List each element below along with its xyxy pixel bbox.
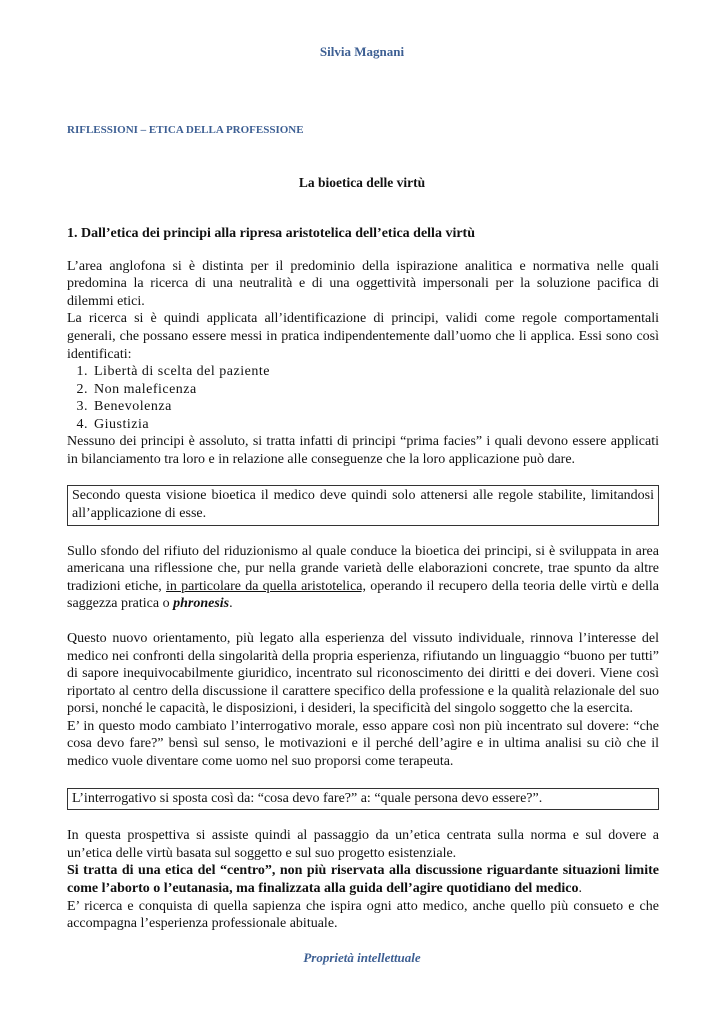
paragraph-virtue-text-1: Sullo sfondo del rifiuto del riduzionismo al quale conduce la bioetica dei principi, si è sviluppata in area americana una riflessione che, pur nella grande varietà delle elaborazioni concrete, trae spunto da altre tradizioni etiche, (67, 543, 659, 594)
paragraph-center-ethics (67, 862, 659, 897)
paragraph-virtue-end: . (229, 596, 233, 612)
principle-item: 1. Libertà di scelta del paziente (92, 363, 659, 381)
paragraph-virtue-text-2: operando il recupero della teoria delle virtù e della saggezza pratica o (67, 578, 660, 612)
spacer (67, 613, 659, 630)
bold-statement-end: . (578, 881, 582, 897)
section-label: RIFLESSIONI – ETICA DELLA PROFESSIONE (67, 124, 304, 136)
paragraph-virtue-theory (67, 543, 659, 613)
principle-item: 3. Benevolenza (92, 398, 659, 416)
phronesis-term: phronesis (173, 596, 230, 612)
principle-item: 2. Non maleficenza (92, 381, 659, 399)
bold-statement: Si tratta di una etica del “centro”, non più riservata alla discussione riguardante situazioni limite come l’aborto o l’eutanasia, ma finalizzata alla guida dell’agire quotidiano del medico (67, 863, 659, 897)
paragraph-moral-question: E’ in questo modo cambiato l’interrogativo morale, esso appare così non più incentrato sul dovere: “che cosa devo fare?” bensì sul senso, le motivazioni e il perché dell’agire e in ultima analisi su ciò che il medico vuole diventare come uomo nel suo proporsi come terapeuta. (67, 718, 659, 770)
document-title: La bioetica delle virtù (298, 175, 426, 190)
spacer (67, 526, 659, 543)
spacer (67, 468, 659, 485)
paragraph-wisdom: E’ ricerca e conquista di quella sapienza che ispira ogni atto medico, anche quello più consueto e che accompagna l’esperienza professionale abituale. (67, 898, 659, 932)
paragraph-prima-facies: Nessuno dei principi è assoluto, si tratta infatti di principi “prima facies” i quali devono essere applicati in bilanciamento tra loro e in relazione alle conseguenze che la loro applicazione può dare. (67, 434, 659, 467)
author-name: Silvia Magnani (319, 44, 405, 59)
boxed-note-rules: Secondo questa visione bioetica il medico deve quindi solo attenersi alle regole stabilite, limitandosi all’applicazione di esse. (67, 485, 659, 525)
principle-item: 4. Giustizia (92, 416, 659, 434)
footer-note: Proprietà intellettuale (303, 950, 421, 965)
spacer (67, 771, 659, 788)
document-body (67, 225, 659, 933)
section-heading: 1. Dall’etica dei principi alla ripresa aristotelica dell’etica della virtù (67, 226, 476, 241)
paragraph-perspective: In questa prospettiva si assiste quindi al passaggio da un’etica centrata sulla norma e sul dovere a un’etica delle virtù basata sul soggetto e sul suo progetto esistenziale. (67, 828, 659, 861)
paragraph-new-orientation: Questo nuovo orientamento, più legato alla esperienza del vissuto individuale, rinnova l’interesse del medico nei confronti della singolarità della propria esperienza, rifiutando un linguaggio “buono per tutti” di sapore inequivocabilmente giuridico, incentrato sul riconoscimento dei diritti e dei doveri. Viene così riportato al centro della discussione il carattere specifico della professione e la qualità relazionale del suo porsi, nonché le capacità, le disposizioni, i desideri, la specificità del singolo soggetto che la esercita. (67, 630, 659, 717)
paragraph-intro: L’area anglofona si è distinta per il predominio della ispirazione analitica e normativa nelle quali predomina la ricerca di una neutralità e di una oggettività impersonali per la soluzione pacifica di dilemmi etici. (67, 258, 659, 309)
paragraph-principles-intro: La ricerca si è quindi applicata all’identificazione di principi, validi come regole comportamentali generali, che possano essere messi in pratica indipendentemente dall’uomo che li applica. Essi sono così identificati: (67, 311, 659, 362)
spacer (67, 810, 659, 827)
principles-list (67, 363, 659, 433)
boxed-note-question: L’interrogativo si sposta così da: “cosa devo fare?” a: “quale persona devo essere?”. (67, 788, 659, 811)
underlined-phrase: in particolare da quella aristotelica, (166, 578, 367, 594)
